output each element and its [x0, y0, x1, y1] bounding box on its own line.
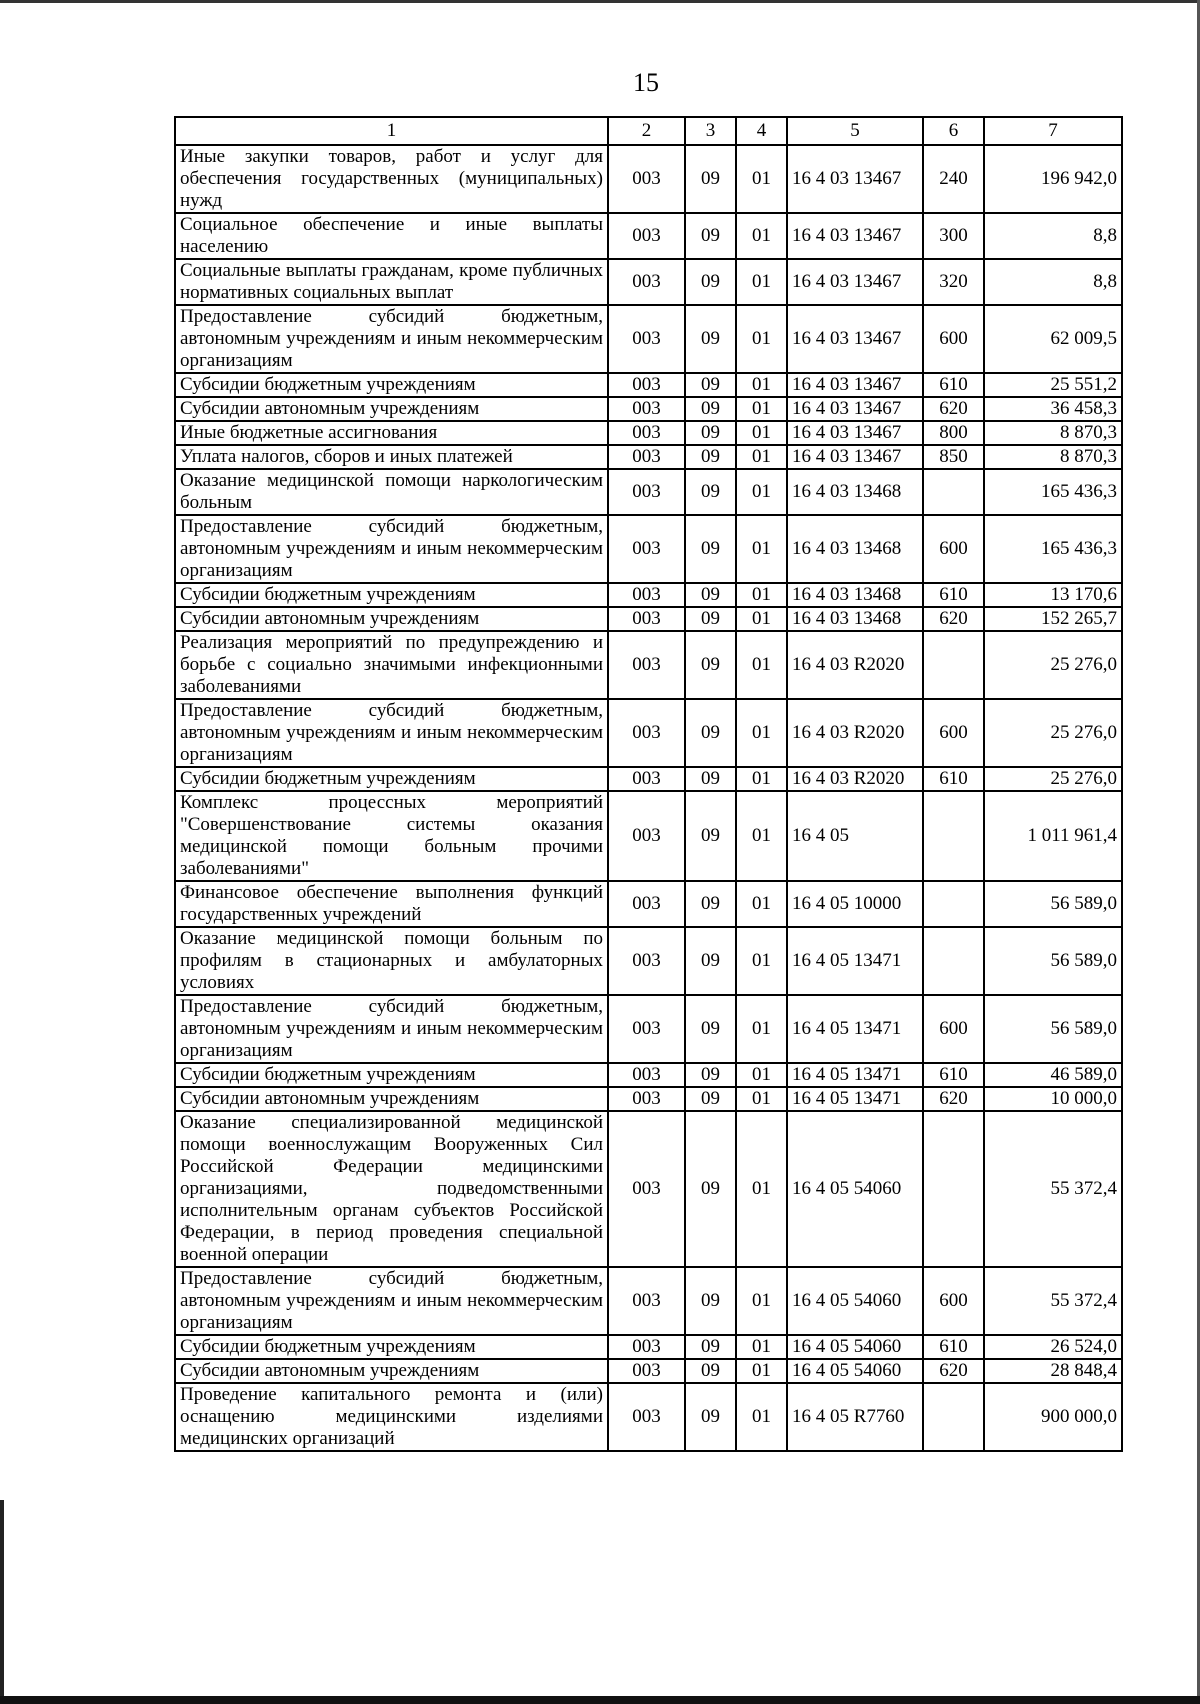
row-target-code-cell: 16 4 03 13467 — [787, 259, 923, 305]
row-expense-type-cell — [923, 791, 984, 881]
row-ved-cell: 003 — [608, 259, 685, 305]
table-row — [175, 1087, 1122, 1111]
row-expense-type-cell: 600 — [923, 699, 984, 767]
row-amount-cell: 28 848,4 — [984, 1359, 1122, 1383]
row-ved-cell: 003 — [608, 1087, 685, 1111]
row-ved-cell: 003 — [608, 1267, 685, 1335]
row-expense-type-cell: 320 — [923, 259, 984, 305]
row-expense-type-cell: 620 — [923, 607, 984, 631]
header-cell: 1 — [175, 117, 608, 145]
row-section-cell: 09 — [685, 791, 736, 881]
row-subsection-cell: 01 — [736, 469, 787, 515]
row-target-code-cell: 16 4 03 13468 — [787, 469, 923, 515]
row-section-cell: 09 — [685, 1335, 736, 1359]
row-section-cell: 09 — [685, 373, 736, 397]
row-target-code-cell: 16 4 05 10000 — [787, 881, 923, 927]
row-expense-type-cell: 300 — [923, 213, 984, 259]
table-row — [175, 631, 1122, 699]
row-subsection-cell: 01 — [736, 421, 787, 445]
header-cell: 3 — [685, 117, 736, 145]
row-name-cell: Субсидии бюджетным учреждениям — [175, 1063, 608, 1087]
table-row — [175, 421, 1122, 445]
row-name-cell: Предоставление субсидий бюджетным, автономным учреждениям и иным некоммерческим организациям — [175, 699, 608, 767]
row-amount-cell: 55 372,4 — [984, 1111, 1122, 1267]
table-row — [175, 259, 1122, 305]
row-amount-cell: 26 524,0 — [984, 1335, 1122, 1359]
row-expense-type-cell: 600 — [923, 305, 984, 373]
row-amount-cell: 25 276,0 — [984, 767, 1122, 791]
header-cell: 2 — [608, 117, 685, 145]
row-target-code-cell: 16 4 03 13467 — [787, 305, 923, 373]
row-subsection-cell: 01 — [736, 607, 787, 631]
table-row — [175, 791, 1122, 881]
table-row — [175, 583, 1122, 607]
row-amount-cell: 25 551,2 — [984, 373, 1122, 397]
row-target-code-cell: 16 4 05 — [787, 791, 923, 881]
row-ved-cell: 003 — [608, 1383, 685, 1451]
row-ved-cell: 003 — [608, 927, 685, 995]
table-row — [175, 927, 1122, 995]
row-name-cell: Субсидии автономным учреждениям — [175, 1087, 608, 1111]
table-row — [175, 445, 1122, 469]
row-subsection-cell: 01 — [736, 1087, 787, 1111]
row-name-cell: Реализация мероприятий по предупреждению и борьбе с социально значимыми инфекционными заболеваниями — [175, 631, 608, 699]
row-expense-type-cell — [923, 1383, 984, 1451]
row-amount-cell: 8,8 — [984, 259, 1122, 305]
row-ved-cell: 003 — [608, 631, 685, 699]
row-name-cell: Оказание специализированной медицинской помощи военнослужащим Вооруженных Сил Российской Федерации медицинскими организациями, подведомственными исполнительным органам субъектов Российской Федерации, в период проведения специальной военной операции — [175, 1111, 608, 1267]
row-expense-type-cell: 600 — [923, 515, 984, 583]
row-ved-cell: 003 — [608, 1335, 685, 1359]
table-body — [175, 117, 1122, 1451]
row-section-cell: 09 — [685, 1383, 736, 1451]
row-amount-cell: 56 589,0 — [984, 927, 1122, 995]
row-target-code-cell: 16 4 03 13467 — [787, 445, 923, 469]
row-section-cell: 09 — [685, 607, 736, 631]
row-section-cell: 09 — [685, 305, 736, 373]
row-name-cell: Предоставление субсидий бюджетным, автономным учреждениям и иным некоммерческим организациям — [175, 1267, 608, 1335]
row-section-cell: 09 — [685, 1063, 736, 1087]
row-section-cell: 09 — [685, 445, 736, 469]
row-name-cell: Иные бюджетные ассигнования — [175, 421, 608, 445]
row-name-cell: Иные закупки товаров, работ и услуг для обеспечения государственных (муниципальных) нужд — [175, 145, 608, 213]
row-section-cell: 09 — [685, 767, 736, 791]
scan-edge-bottom — [0, 1696, 1200, 1704]
row-ved-cell: 003 — [608, 421, 685, 445]
row-target-code-cell: 16 4 05 R7760 — [787, 1383, 923, 1451]
row-expense-type-cell: 610 — [923, 373, 984, 397]
row-name-cell: Субсидии автономным учреждениям — [175, 397, 608, 421]
row-expense-type-cell: 620 — [923, 397, 984, 421]
row-name-cell: Оказание медицинской помощи больным по профилям в стационарных и амбулаторных условиях — [175, 927, 608, 995]
scan-edge-left — [0, 1500, 4, 1704]
row-ved-cell: 003 — [608, 397, 685, 421]
row-subsection-cell: 01 — [736, 1359, 787, 1383]
table-row — [175, 767, 1122, 791]
row-subsection-cell: 01 — [736, 881, 787, 927]
table-row — [175, 397, 1122, 421]
row-amount-cell: 10 000,0 — [984, 1087, 1122, 1111]
table-row — [175, 305, 1122, 373]
table-row — [175, 881, 1122, 927]
row-target-code-cell: 16 4 03 R2020 — [787, 767, 923, 791]
table-row — [175, 1063, 1122, 1087]
row-section-cell: 09 — [685, 397, 736, 421]
budget-table — [174, 116, 1123, 1452]
row-target-code-cell: 16 4 05 13471 — [787, 1087, 923, 1111]
row-ved-cell: 003 — [608, 373, 685, 397]
row-ved-cell: 003 — [608, 1359, 685, 1383]
table-header-row — [175, 117, 1122, 145]
table-row — [175, 699, 1122, 767]
header-cell: 7 — [984, 117, 1122, 145]
row-amount-cell: 8 870,3 — [984, 445, 1122, 469]
row-subsection-cell: 01 — [736, 515, 787, 583]
row-target-code-cell: 16 4 03 13467 — [787, 145, 923, 213]
row-amount-cell: 36 458,3 — [984, 397, 1122, 421]
row-amount-cell: 1 011 961,4 — [984, 791, 1122, 881]
row-subsection-cell: 01 — [736, 1383, 787, 1451]
row-subsection-cell: 01 — [736, 1111, 787, 1267]
row-name-cell: Субсидии бюджетным учреждениям — [175, 767, 608, 791]
row-name-cell: Субсидии бюджетным учреждениям — [175, 583, 608, 607]
row-section-cell: 09 — [685, 213, 736, 259]
table-row — [175, 1335, 1122, 1359]
row-ved-cell: 003 — [608, 445, 685, 469]
row-subsection-cell: 01 — [736, 305, 787, 373]
row-subsection-cell: 01 — [736, 995, 787, 1063]
row-expense-type-cell — [923, 881, 984, 927]
row-section-cell: 09 — [685, 1087, 736, 1111]
row-subsection-cell: 01 — [736, 259, 787, 305]
header-cell: 5 — [787, 117, 923, 145]
row-name-cell: Оказание медицинской помощи наркологическим больным — [175, 469, 608, 515]
row-ved-cell: 003 — [608, 145, 685, 213]
row-amount-cell: 8 870,3 — [984, 421, 1122, 445]
row-name-cell: Предоставление субсидий бюджетным, автономным учреждениям и иным некоммерческим организациям — [175, 515, 608, 583]
row-target-code-cell: 16 4 03 13467 — [787, 421, 923, 445]
row-amount-cell: 25 276,0 — [984, 699, 1122, 767]
row-amount-cell: 8,8 — [984, 213, 1122, 259]
row-expense-type-cell — [923, 927, 984, 995]
row-section-cell: 09 — [685, 583, 736, 607]
row-expense-type-cell: 850 — [923, 445, 984, 469]
table-row — [175, 1267, 1122, 1335]
scan-edge-top — [0, 0, 1200, 3]
row-subsection-cell: 01 — [736, 445, 787, 469]
table-row — [175, 213, 1122, 259]
row-section-cell: 09 — [685, 995, 736, 1063]
row-section-cell: 09 — [685, 259, 736, 305]
row-expense-type-cell: 610 — [923, 1335, 984, 1359]
row-section-cell: 09 — [685, 881, 736, 927]
row-expense-type-cell: 620 — [923, 1087, 984, 1111]
row-subsection-cell: 01 — [736, 699, 787, 767]
row-target-code-cell: 16 4 05 13471 — [787, 927, 923, 995]
row-amount-cell: 165 436,3 — [984, 469, 1122, 515]
row-target-code-cell: 16 4 03 13468 — [787, 583, 923, 607]
row-section-cell: 09 — [685, 421, 736, 445]
row-ved-cell: 003 — [608, 881, 685, 927]
row-amount-cell: 196 942,0 — [984, 145, 1122, 213]
table-row — [175, 1359, 1122, 1383]
row-name-cell: Социальное обеспечение и иные выплаты населению — [175, 213, 608, 259]
row-target-code-cell: 16 4 05 54060 — [787, 1267, 923, 1335]
row-ved-cell: 003 — [608, 1063, 685, 1087]
row-amount-cell: 56 589,0 — [984, 881, 1122, 927]
row-name-cell: Предоставление субсидий бюджетным, автономным учреждениям и иным некоммерческим организациям — [175, 995, 608, 1063]
row-expense-type-cell: 240 — [923, 145, 984, 213]
row-target-code-cell: 16 4 05 54060 — [787, 1111, 923, 1267]
row-ved-cell: 003 — [608, 791, 685, 881]
row-ved-cell: 003 — [608, 995, 685, 1063]
row-subsection-cell: 01 — [736, 1267, 787, 1335]
row-target-code-cell: 16 4 05 54060 — [787, 1335, 923, 1359]
row-ved-cell: 003 — [608, 583, 685, 607]
row-subsection-cell: 01 — [736, 767, 787, 791]
row-section-cell: 09 — [685, 631, 736, 699]
row-section-cell: 09 — [685, 1267, 736, 1335]
row-name-cell: Субсидии бюджетным учреждениям — [175, 1335, 608, 1359]
row-name-cell: Проведение капитального ремонта и (или) оснащению медицинскими изделиями медицинских организаций — [175, 1383, 608, 1451]
row-ved-cell: 003 — [608, 213, 685, 259]
row-target-code-cell: 16 4 03 13467 — [787, 397, 923, 421]
row-amount-cell: 13 170,6 — [984, 583, 1122, 607]
row-target-code-cell: 16 4 03 13468 — [787, 607, 923, 631]
row-section-cell: 09 — [685, 515, 736, 583]
row-name-cell: Субсидии бюджетным учреждениям — [175, 373, 608, 397]
row-target-code-cell: 16 4 03 13467 — [787, 373, 923, 397]
row-target-code-cell: 16 4 03 R2020 — [787, 631, 923, 699]
row-amount-cell: 62 009,5 — [984, 305, 1122, 373]
row-name-cell: Социальные выплаты гражданам, кроме публичных нормативных социальных выплат — [175, 259, 608, 305]
row-subsection-cell: 01 — [736, 1063, 787, 1087]
row-amount-cell: 55 372,4 — [984, 1267, 1122, 1335]
row-amount-cell: 900 000,0 — [984, 1383, 1122, 1451]
row-section-cell: 09 — [685, 1359, 736, 1383]
row-amount-cell: 25 276,0 — [984, 631, 1122, 699]
row-name-cell: Финансовое обеспечение выполнения функций государственных учреждений — [175, 881, 608, 927]
row-subsection-cell: 01 — [736, 927, 787, 995]
row-ved-cell: 003 — [608, 767, 685, 791]
table-row — [175, 995, 1122, 1063]
row-target-code-cell: 16 4 05 54060 — [787, 1359, 923, 1383]
row-amount-cell: 152 265,7 — [984, 607, 1122, 631]
row-target-code-cell: 16 4 05 13471 — [787, 1063, 923, 1087]
row-name-cell: Уплата налогов, сборов и иных платежей — [175, 445, 608, 469]
row-target-code-cell: 16 4 03 13468 — [787, 515, 923, 583]
row-subsection-cell: 01 — [736, 631, 787, 699]
row-target-code-cell: 16 4 05 13471 — [787, 995, 923, 1063]
row-expense-type-cell: 800 — [923, 421, 984, 445]
row-target-code-cell: 16 4 03 13467 — [787, 213, 923, 259]
row-expense-type-cell: 610 — [923, 767, 984, 791]
row-amount-cell: 56 589,0 — [984, 995, 1122, 1063]
row-ved-cell: 003 — [608, 607, 685, 631]
row-subsection-cell: 01 — [736, 791, 787, 881]
row-section-cell: 09 — [685, 469, 736, 515]
row-expense-type-cell: 610 — [923, 1063, 984, 1087]
row-section-cell: 09 — [685, 1111, 736, 1267]
row-name-cell: Субсидии автономным учреждениям — [175, 1359, 608, 1383]
row-expense-type-cell: 620 — [923, 1359, 984, 1383]
row-ved-cell: 003 — [608, 699, 685, 767]
table-row — [175, 1383, 1122, 1451]
row-amount-cell: 46 589,0 — [984, 1063, 1122, 1087]
row-expense-type-cell: 600 — [923, 1267, 984, 1335]
row-section-cell: 09 — [685, 699, 736, 767]
table-row — [175, 1111, 1122, 1267]
row-expense-type-cell: 610 — [923, 583, 984, 607]
header-cell: 4 — [736, 117, 787, 145]
row-name-cell: Предоставление субсидий бюджетным, автономным учреждениям и иным некоммерческим организациям — [175, 305, 608, 373]
table-row — [175, 145, 1122, 213]
table-row — [175, 469, 1122, 515]
row-subsection-cell: 01 — [736, 145, 787, 213]
row-expense-type-cell — [923, 1111, 984, 1267]
table-row — [175, 373, 1122, 397]
row-ved-cell: 003 — [608, 1111, 685, 1267]
row-subsection-cell: 01 — [736, 583, 787, 607]
row-expense-type-cell: 600 — [923, 995, 984, 1063]
table-row — [175, 515, 1122, 583]
row-name-cell: Комплекс процессных мероприятий "Совершенствование системы оказания медицинской помощи больным прочими заболеваниями" — [175, 791, 608, 881]
row-amount-cell: 165 436,3 — [984, 515, 1122, 583]
row-subsection-cell: 01 — [736, 1335, 787, 1359]
row-target-code-cell: 16 4 03 R2020 — [787, 699, 923, 767]
row-subsection-cell: 01 — [736, 397, 787, 421]
row-expense-type-cell — [923, 631, 984, 699]
row-subsection-cell: 01 — [736, 373, 787, 397]
row-subsection-cell: 01 — [736, 213, 787, 259]
table-row — [175, 607, 1122, 631]
row-ved-cell: 003 — [608, 305, 685, 373]
page-number: 15 — [633, 68, 659, 97]
header-cell: 6 — [923, 117, 984, 145]
row-section-cell: 09 — [685, 145, 736, 213]
row-name-cell: Субсидии автономным учреждениям — [175, 607, 608, 631]
row-section-cell: 09 — [685, 927, 736, 995]
row-ved-cell: 003 — [608, 469, 685, 515]
row-expense-type-cell — [923, 469, 984, 515]
row-ved-cell: 003 — [608, 515, 685, 583]
